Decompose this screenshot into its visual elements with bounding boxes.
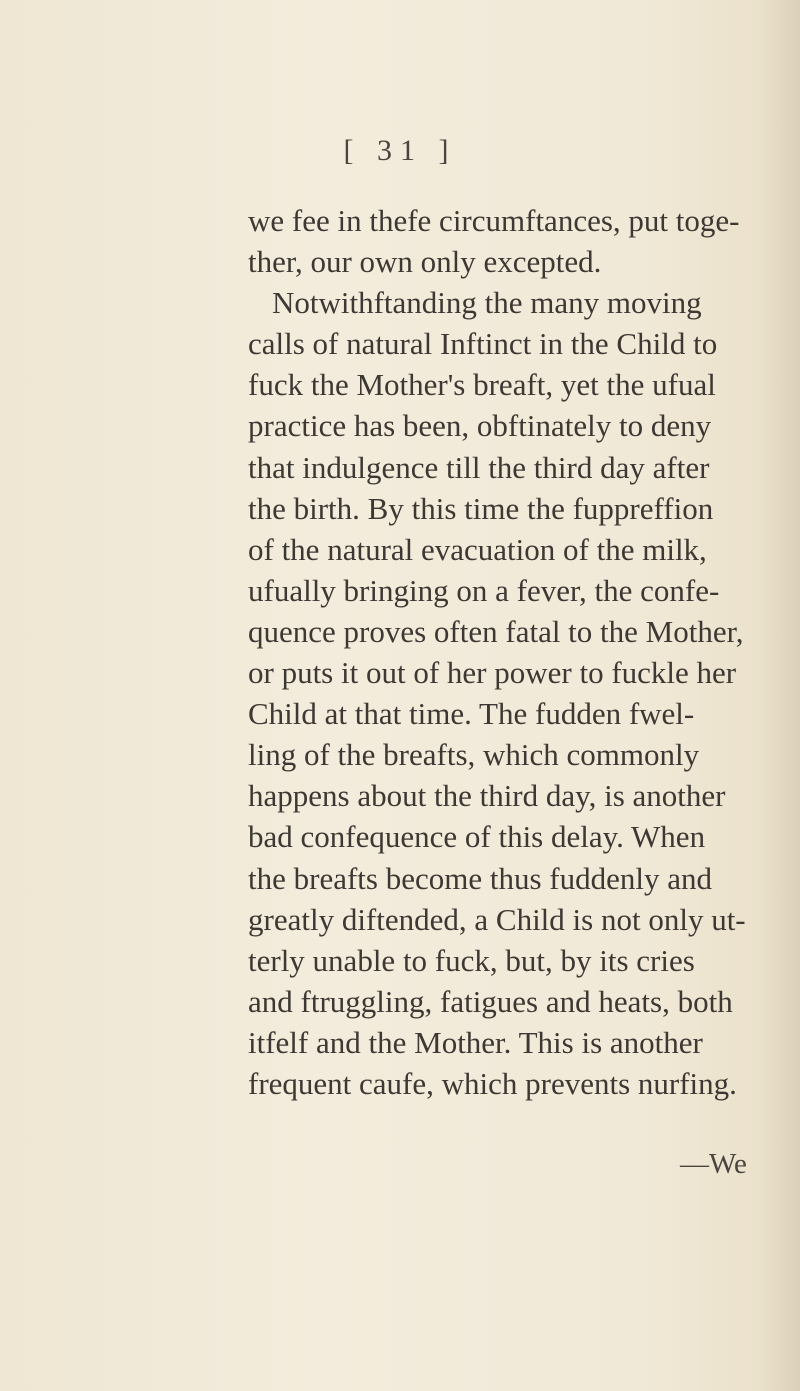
text-line: happens about the third day, is another bbox=[248, 778, 726, 814]
catchword: —We bbox=[680, 1148, 747, 1180]
text-line: Child at that time. The fudden fwel- bbox=[248, 696, 695, 732]
text-line: terly unable to fuck, but, by its cries bbox=[248, 942, 695, 978]
text-line-paragraph-start: Notwithftanding the many moving bbox=[272, 285, 702, 321]
text-line: the breafts become thus fuddenly and bbox=[248, 860, 712, 896]
text-line: calls of natural Inftinct in the Child to bbox=[248, 326, 718, 362]
text-line: greatly diftended, a Child is not only ut- bbox=[248, 901, 746, 937]
text-line: bad confequence of this delay. When bbox=[248, 819, 706, 855]
text-line: itfelf and the Mother. This is another bbox=[248, 1024, 703, 1060]
body-text bbox=[248, 200, 748, 1104]
text-line: practice has been, obftinately to deny bbox=[248, 408, 712, 444]
text-line: that indulgence till the third day after bbox=[248, 449, 710, 485]
text-line: ufually bringing on a fever, the confe- bbox=[248, 572, 720, 608]
text-line: or puts it out of her power to fuckle her bbox=[248, 655, 737, 691]
page-number-header: [ 31 ] bbox=[343, 134, 457, 167]
text-line: of the natural evacuation of the milk, bbox=[248, 531, 707, 567]
text-line: quence proves often fatal to the Mother, bbox=[248, 613, 744, 649]
text-line: we fee in thefe circumftances, put toge- bbox=[248, 203, 740, 238]
text-line: ling of the breafts, which commonly bbox=[248, 737, 700, 773]
page-edge-shadow bbox=[760, 0, 800, 1391]
text-line: frequent caufe, which prevents nurfing. bbox=[248, 1065, 737, 1101]
text-line: the birth. By this time the fuppreffion bbox=[248, 490, 714, 526]
text-line: fuck the Mother's breaft, yet the ufual bbox=[248, 367, 716, 403]
text-line: and ftruggling, fatigues and heats, both bbox=[248, 983, 733, 1019]
text-line: ther, our own only excepted. bbox=[248, 244, 602, 280]
